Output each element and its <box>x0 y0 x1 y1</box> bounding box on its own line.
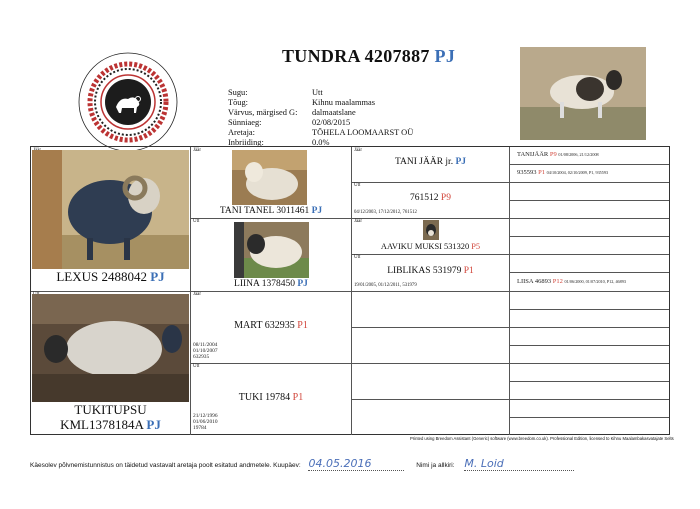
ss-label: Jäär <box>193 148 202 153</box>
dd-label: Utt <box>193 364 200 369</box>
animal-photo <box>520 47 646 140</box>
animal-title: TUNDRA 4207887 PJ <box>282 46 456 66</box>
ds-name: MART 632935 P1 <box>234 320 308 331</box>
sdd-details: 19/01/2005, 01/12/2011, 531979 <box>354 283 417 288</box>
pedigree-grid <box>30 146 670 435</box>
ds-label: Jäär <box>193 292 202 297</box>
ss-photo <box>232 150 307 205</box>
ssd-details: 04/12/2003, 17/12/2012, 761512 <box>354 210 417 215</box>
ssd-label: Utt <box>354 183 361 188</box>
animal-info: Sugu: Utt Tõug: Kihnu maalammas Värvus, märgised G: dalmaatslane Sünniaeg: 02/08/2015 Aretaja: TÕHELA LOOMAARST OÜ Inbriiding: 0.0% <box>228 88 414 148</box>
sds-photo <box>423 220 439 240</box>
gg-c: LIISA 46893 P12 01/06/2000, 01/07/2010, P12, 46893 <box>517 278 626 285</box>
printed-note: Printed using Breedom Assistant (Generic) software (www.breedom.co.uk). Professional Edition, licensed to Kihnu Maalambakasvatajate Selts <box>410 436 674 441</box>
sdd-name: LIBLIKAS 531979 P1 <box>387 266 474 276</box>
sd-label: Utt <box>193 219 200 224</box>
dam-name: TUKITUPSU KML1378184A PJ <box>60 402 161 432</box>
certificate-date: 04.05.2016 <box>308 457 404 471</box>
dd-name: TUKI 19784 P1 <box>238 392 304 403</box>
sds-name: AAVIKU MUKSI 531320 P5 <box>380 242 481 251</box>
sds-label: Jäär <box>354 219 363 224</box>
sss-label: Jäär <box>354 148 363 153</box>
sd-photo <box>234 222 309 278</box>
signature: M. Loid <box>464 457 574 471</box>
dam-photo <box>32 294 189 402</box>
gg-a: TANIJÄÄR P9 01/08/2006, 21/12/2008 <box>517 151 599 158</box>
dd-details: 21/12/1996 01/06/2010 19784 <box>193 413 218 431</box>
gg-b: 935593 P1 04/10/2004, 02/10/2009, P1, 935593 <box>517 169 609 176</box>
ssd-name: 761512 P9 <box>410 193 451 203</box>
sd-name: LIINA 1378450 PJ <box>234 279 308 289</box>
ds-details: 08/11/2004 01/10/2007 632935 <box>193 342 218 360</box>
sire-photo <box>32 150 189 269</box>
ss-name: TANI TANEL 3011461 PJ <box>219 206 323 216</box>
society-logo <box>78 52 178 152</box>
sss-name: TANI JÄÄR jr. PJ <box>394 157 467 167</box>
sire-name: LEXUS 2488042 PJ <box>56 269 165 284</box>
sdd-label: Utt <box>354 255 361 260</box>
certificate-footer: Käesolev põlvnemistunnistus on täidetud vastavalt aretaja poolt esitatud andmetele. Kuupäev: 04.05.2016 Nimi ja allkiri: M. Loid <box>30 457 574 471</box>
